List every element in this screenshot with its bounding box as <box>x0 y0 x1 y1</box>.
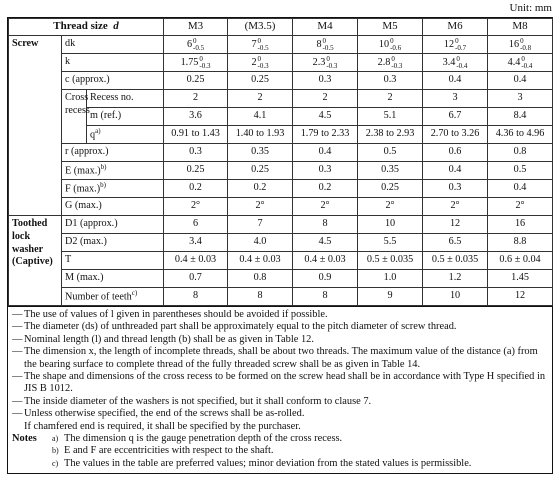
table-row <box>9 198 553 216</box>
note-text: Nominal length (l) and thread length (b) shall be as given in Table 12. <box>24 333 314 345</box>
upper-tolerance: 0 <box>391 54 395 63</box>
cell-k-4 <box>423 54 488 72</box>
cell-dk-5 <box>488 36 553 54</box>
notes-label <box>12 445 52 457</box>
cell-T-0: 0.4 ± 0.03 <box>164 252 228 270</box>
cell-F-4: 0.3 <box>423 180 488 198</box>
cell-r-0: 0.3 <box>164 144 228 162</box>
nominal-value: 2.8 <box>377 56 391 68</box>
note-line <box>12 371 548 396</box>
tolerance <box>456 56 467 69</box>
cell-m-4: 6.7 <box>423 108 488 126</box>
label-text: m (ref.) <box>90 110 122 122</box>
tolerance <box>521 56 532 69</box>
notes-label <box>12 458 52 470</box>
cell-recess_no-1: 2 <box>228 90 293 108</box>
lower-tolerance: -0.4 <box>521 61 533 70</box>
upper-tolerance: 0 <box>193 36 197 45</box>
cell-D1-2: 8 <box>293 216 358 234</box>
cell-M-1: 0.8 <box>228 270 293 288</box>
table-row <box>9 108 553 126</box>
lower-tolerance: -0.4 <box>456 61 468 70</box>
footnote <box>12 458 548 470</box>
label-text: G (max.) <box>65 200 102 212</box>
cell-q-0: 0.91 to 1.43 <box>164 126 228 144</box>
note-text: Unless otherwise specified, the end of the screws shall be as-rolled. <box>24 408 305 420</box>
label-text: D1 (approx.) <box>65 218 118 230</box>
dash-marker: — <box>12 408 23 420</box>
notes-section <box>8 306 552 473</box>
dash-marker: — <box>12 346 23 358</box>
header-row <box>9 19 553 36</box>
thread-size-symbol: d <box>113 20 119 33</box>
row-label-G <box>62 198 164 216</box>
row-label-q <box>87 126 164 144</box>
cell-D2-3: 5.5 <box>358 234 423 252</box>
dimension-table <box>8 18 553 306</box>
table-row <box>9 90 553 108</box>
nominal-value: 2.3 <box>312 56 326 68</box>
nominal-value: 16 <box>508 38 520 50</box>
table-row <box>9 162 553 180</box>
upper-tolerance: 0 <box>257 54 262 63</box>
cell-teeth-5: 12 <box>488 288 553 306</box>
cell-teeth-3: 9 <box>358 288 423 306</box>
cell-r-2: 0.4 <box>293 144 358 162</box>
tolerance <box>199 56 210 69</box>
upper-tolerance: 0 <box>455 36 459 45</box>
nominal-value: 1.75 <box>180 56 199 68</box>
table-row <box>9 54 553 72</box>
cell-M-0: 0.7 <box>164 270 228 288</box>
notes-label: Notes <box>12 433 37 445</box>
row-label-recess_no <box>87 90 164 108</box>
label-text: c (approx.) <box>65 74 110 86</box>
cell-recess_no-2: 2 <box>293 90 358 108</box>
cell-F-2: 0.2 <box>293 180 358 198</box>
cell-G-2: 2° <box>293 198 358 216</box>
group-toothed-lock-washer: Toothed lock washer (Captive) <box>9 216 62 306</box>
table-row <box>9 144 553 162</box>
chamfer-note: If chamfered end is required, it shall be specified by the purchaser. <box>24 420 301 432</box>
row-label-M <box>62 270 164 288</box>
note-text: The inside diameter of the washers is not specified, but it shall conform to clause 7. <box>24 395 372 407</box>
cell-teeth-0: 8 <box>164 288 228 306</box>
cell-k-0 <box>164 54 228 72</box>
cell-q-3: 2.38 to 2.93 <box>358 126 423 144</box>
cell-r-1: 0.35 <box>228 144 293 162</box>
cell-T-4: 0.5 ± 0.035 <box>423 252 488 270</box>
footnote <box>12 445 548 457</box>
note-line <box>12 396 548 408</box>
note-line <box>12 309 548 321</box>
lower-tolerance: -0.7 <box>455 43 467 52</box>
cell-E-5: 0.5 <box>488 162 553 180</box>
label-text: F (max.) <box>65 183 101 195</box>
cell-teeth-2: 8 <box>293 288 358 306</box>
group-cross-recess: Cross recess <box>62 90 87 144</box>
nominal-value: 10 <box>378 38 390 50</box>
nominal-value: 6 <box>186 38 193 50</box>
cell-m-0: 3.6 <box>164 108 228 126</box>
row-label-r <box>62 144 164 162</box>
cell-m-1: 4.1 <box>228 108 293 126</box>
lower-tolerance: -0.5 <box>193 43 205 52</box>
tolerance <box>520 38 531 51</box>
row-label-teeth <box>62 288 164 306</box>
cell-recess_no-5: 3 <box>488 90 553 108</box>
cell-q-4: 2.70 to 3.26 <box>423 126 488 144</box>
tolerance <box>258 38 269 51</box>
tolerance <box>323 38 334 51</box>
footnote-text: The values in the table are preferred values; minor deviation from the stated values is permissible. <box>64 457 472 469</box>
lower-tolerance: -0.3 <box>391 61 403 70</box>
cell-m-5: 8.4 <box>488 108 553 126</box>
table-row <box>9 252 553 270</box>
cell-F-1: 0.2 <box>228 180 293 198</box>
cell-r-3: 0.5 <box>358 144 423 162</box>
row-label-D1 <box>62 216 164 234</box>
group-screw: Screw <box>9 36 62 216</box>
table-row <box>9 234 553 252</box>
row-label-E <box>62 162 164 180</box>
upper-tolerance: 0 <box>390 36 394 45</box>
note-line <box>12 346 548 371</box>
cell-k-1 <box>228 54 293 72</box>
nominal-value: 4.4 <box>507 56 521 68</box>
cell-D1-5: 16 <box>488 216 553 234</box>
tolerance <box>258 56 269 69</box>
label-text: E (max.) <box>65 165 101 177</box>
cell-G-0: 2° <box>164 198 228 216</box>
table-row <box>9 36 553 54</box>
size-header-5: M8 <box>488 19 553 36</box>
tolerance <box>193 38 204 51</box>
row-label-dk <box>62 36 164 54</box>
lower-tolerance: -0.3 <box>257 61 269 70</box>
size-header-3: M5 <box>358 19 423 36</box>
cell-m-2: 4.5 <box>293 108 358 126</box>
cell-T-5: 0.6 ± 0.04 <box>488 252 553 270</box>
note-line <box>12 334 548 346</box>
cell-m-3: 5.1 <box>358 108 423 126</box>
cell-D1-1: 7 <box>228 216 293 234</box>
cell-dk-2 <box>293 36 358 54</box>
cell-q-2: 1.79 to 2.33 <box>293 126 358 144</box>
nominal-value: 3.4 <box>442 56 456 68</box>
dash-marker: — <box>12 321 23 333</box>
tolerance <box>455 38 466 51</box>
upper-tolerance: 0 <box>456 54 460 63</box>
cell-D2-2: 4.5 <box>293 234 358 252</box>
cell-dk-1 <box>228 36 293 54</box>
table-row <box>9 216 553 234</box>
label-text: dk <box>65 38 76 50</box>
upper-tolerance: 0 <box>326 54 330 63</box>
upper-tolerance: 0 <box>199 54 203 63</box>
cell-M-4: 1.2 <box>423 270 488 288</box>
note-text: The diameter (ds) of unthreaded part shall be approximately equal to the pitch diameter of screw thread. <box>24 321 457 333</box>
note-line <box>12 321 548 333</box>
footnote-text: E and F are eccentricities with respect to the shaft. <box>64 445 274 457</box>
cell-M-3: 1.0 <box>358 270 423 288</box>
table-row <box>9 180 553 198</box>
unit-label: Unit: mm <box>509 2 552 14</box>
cell-F-0: 0.2 <box>164 180 228 198</box>
cell-G-4: 2° <box>423 198 488 216</box>
cell-F-5: 0.4 <box>488 180 553 198</box>
cell-r-4: 0.6 <box>423 144 488 162</box>
thread-size-label: Thread size <box>53 20 108 33</box>
cell-recess_no-4: 3 <box>423 90 488 108</box>
cell-k-5 <box>488 54 553 72</box>
cell-dk-4 <box>423 36 488 54</box>
label-text: T <box>65 254 72 266</box>
nominal-value: 8 <box>316 38 322 50</box>
dash-marker: — <box>12 309 23 320</box>
label-text: r (approx.) <box>65 146 109 158</box>
row-label-D2 <box>62 234 164 252</box>
spec-sheet <box>7 17 553 474</box>
cell-r-5: 0.8 <box>488 144 553 162</box>
cell-D2-5: 8.8 <box>488 234 553 252</box>
cell-D2-4: 6.5 <box>423 234 488 252</box>
note-line <box>12 408 548 420</box>
size-header-1: (M3.5) <box>228 19 293 36</box>
cell-T-2: 0.4 ± 0.03 <box>293 252 358 270</box>
cell-T-1: 0.4 ± 0.03 <box>228 252 293 270</box>
dash-marker: — <box>12 333 23 345</box>
cell-G-1: 2° <box>228 198 293 216</box>
cell-D1-3: 10 <box>358 216 423 234</box>
footnote-text: The dimension q is the gauge penetration depth of the cross recess. <box>64 433 343 445</box>
lower-tolerance: -0.8 <box>520 43 532 52</box>
upper-tolerance: 0 <box>521 54 525 63</box>
cell-c-1: 0.25 <box>228 72 293 90</box>
tolerance <box>391 56 402 69</box>
cell-D1-4: 12 <box>423 216 488 234</box>
upper-tolerance: 0 <box>257 36 262 45</box>
cell-q-5: 4.36 to 4.96 <box>488 126 553 144</box>
label-text: Recess no. <box>90 92 134 104</box>
cell-M-5: 1.45 <box>488 270 553 288</box>
cell-D2-1: 4.0 <box>228 234 293 252</box>
row-label-k <box>62 54 164 72</box>
cell-G-5: 2° <box>488 198 553 216</box>
lower-tolerance: -0.5 <box>322 43 334 52</box>
label-text: Number of teeth <box>65 291 132 303</box>
cell-c-5: 0.4 <box>488 72 553 90</box>
dash-marker: — <box>12 395 23 407</box>
cell-c-2: 0.3 <box>293 72 358 90</box>
cell-F-3: 0.25 <box>358 180 423 198</box>
cell-E-2: 0.3 <box>293 162 358 180</box>
cell-dk-0 <box>164 36 228 54</box>
cell-recess_no-0: 2 <box>164 90 228 108</box>
size-header-0: M3 <box>164 19 228 36</box>
size-header-4: M6 <box>423 19 488 36</box>
cell-E-0: 0.25 <box>164 162 228 180</box>
cell-D2-0: 3.4 <box>164 234 228 252</box>
cell-k-3 <box>358 54 423 72</box>
footnote-mark: b) <box>52 446 59 456</box>
note-text: The dimension x, the length of incomplete threads, shall be about two threads. The maximum value of the distance (a) from the bearing surface to complete thread of the fully threaded screw shall be as given in Table 14. <box>24 346 538 370</box>
cell-recess_no-3: 2 <box>358 90 423 108</box>
table-row <box>9 72 553 90</box>
upper-tolerance: 0 <box>520 36 524 45</box>
label-text: k <box>65 56 71 68</box>
label-text: q <box>90 129 96 141</box>
label-text: M (max.) <box>65 272 104 284</box>
footnote <box>12 433 548 445</box>
table-row <box>9 126 553 144</box>
cell-D1-0: 6 <box>164 216 228 234</box>
note-ref: c) <box>131 288 138 297</box>
note-ref: a) <box>95 126 101 135</box>
cell-c-3: 0.3 <box>358 72 423 90</box>
cell-E-3: 0.35 <box>358 162 423 180</box>
note-text: The use of values of l given in parentheses should be avoided if possible. <box>24 309 328 320</box>
lower-tolerance: -0.5 <box>257 43 269 52</box>
lower-tolerance: -0.6 <box>390 43 402 52</box>
size-header-2: M4 <box>293 19 358 36</box>
lower-tolerance: -0.3 <box>199 61 211 70</box>
tolerance <box>390 38 401 51</box>
cell-dk-3 <box>358 36 423 54</box>
table-row <box>9 270 553 288</box>
cell-E-1: 0.25 <box>228 162 293 180</box>
cell-E-4: 0.4 <box>423 162 488 180</box>
cell-teeth-4: 10 <box>423 288 488 306</box>
cell-c-0: 0.25 <box>164 72 228 90</box>
table-row <box>9 288 553 306</box>
cell-c-4: 0.4 <box>423 72 488 90</box>
cell-M-2: 0.9 <box>293 270 358 288</box>
note-ref: b) <box>100 180 106 189</box>
upper-tolerance: 0 <box>322 36 327 45</box>
cell-k-2 <box>293 54 358 72</box>
tolerance <box>326 56 337 69</box>
footnote-mark: a) <box>52 434 59 444</box>
row-label-F <box>62 180 164 198</box>
cell-q-1: 1.40 to 1.93 <box>228 126 293 144</box>
row-label-c <box>62 72 164 90</box>
row-label-T <box>62 252 164 270</box>
cell-G-3: 2° <box>358 198 423 216</box>
row-label-m <box>87 108 164 126</box>
cell-teeth-1: 8 <box>228 288 293 306</box>
lower-tolerance: -0.3 <box>326 61 338 70</box>
thread-size-header <box>9 19 164 36</box>
label-text: D2 (max.) <box>65 236 107 248</box>
nominal-value: 12 <box>443 38 455 50</box>
dash-marker: — <box>12 371 23 383</box>
nominal-value: 7 <box>251 38 257 50</box>
note-ref: b) <box>100 162 107 171</box>
cell-T-3: 0.5 ± 0.035 <box>358 252 423 270</box>
footnote-mark: c) <box>52 458 59 468</box>
nominal-value: 2 <box>251 56 257 68</box>
note-text: The shape and dimensions of the cross recess to be formed on the screw head shall be in accordance with Type H specified in JIS B 1012. <box>24 371 546 395</box>
